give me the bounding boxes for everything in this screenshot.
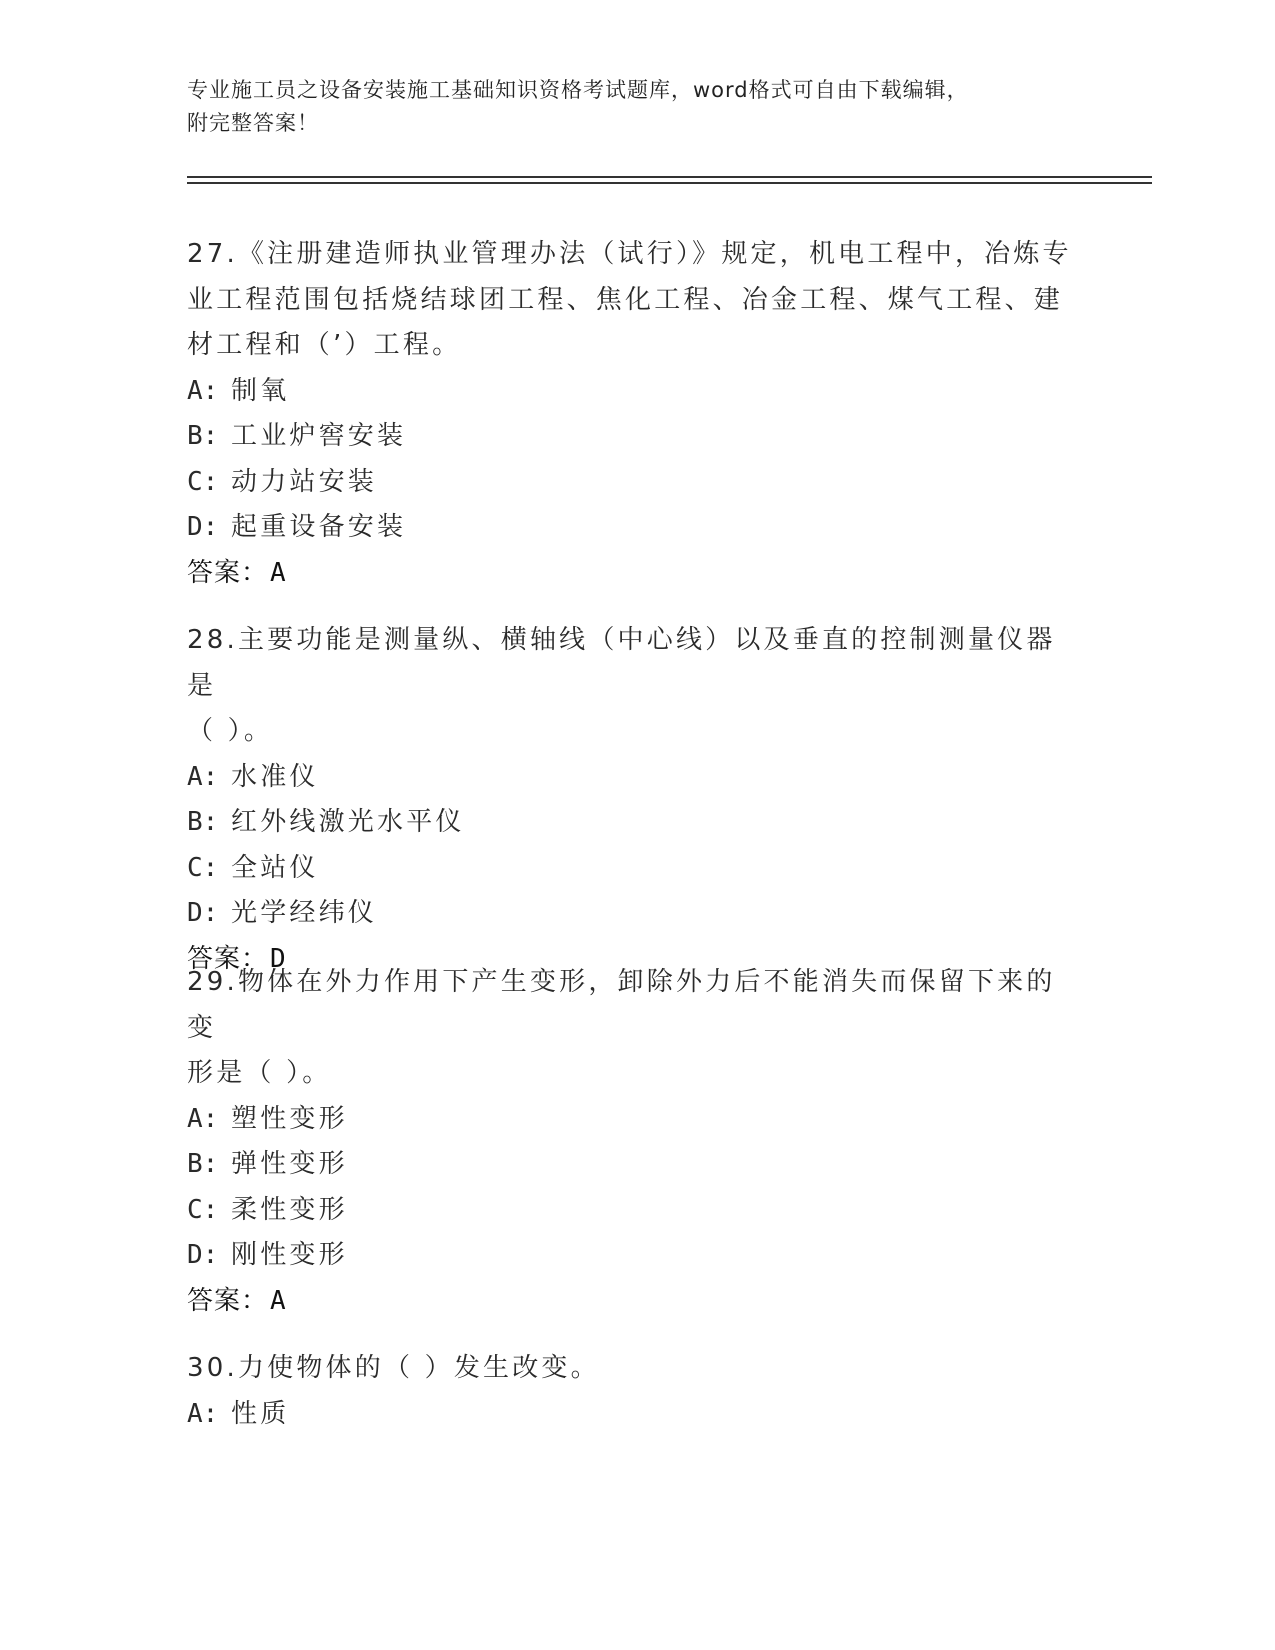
option-letter: B: [187, 421, 219, 451]
option-c [187, 846, 1077, 892]
option-text: 柔性变形 [231, 1194, 348, 1225]
answer-label: 答案： [187, 557, 269, 588]
option-a [187, 1097, 1077, 1143]
option-d [187, 505, 1077, 551]
option-a [187, 369, 1077, 415]
option-text: 红外线激光水平仪 [231, 807, 465, 837]
header-line-1: 专业施工员之设备安装施工基础知识资格考试题库，word格式可自由下载编辑， [187, 78, 969, 102]
question-30 [187, 1346, 1077, 1437]
answer-line [187, 1279, 1077, 1325]
answer-line [187, 551, 1077, 597]
option-b [187, 414, 1077, 460]
option-letter: A: [187, 761, 219, 792]
option-letter: A: [187, 1398, 219, 1429]
question-stem-line: 27.《注册建造师执业管理办法（试行）》规定，机电工程中，冶炼专 [187, 239, 1072, 269]
option-text: 性质 [231, 1398, 290, 1429]
option-letter: A: [187, 1103, 219, 1134]
option-c [187, 460, 1077, 506]
option-letter: C: [187, 852, 219, 883]
option-d [187, 891, 1077, 937]
option-letter: D: [187, 1240, 219, 1270]
question-number: 30. [187, 1353, 238, 1383]
answer-label: 答案： [187, 1285, 269, 1316]
question-28 [187, 618, 1077, 982]
header-rule-bottom [187, 182, 1152, 184]
option-text: 全站仪 [231, 852, 319, 883]
option-text: 弹性变形 [231, 1149, 348, 1179]
option-b [187, 1142, 1077, 1188]
question-stem-line: 30.力使物体的（ ）发生改变。 [187, 1353, 600, 1383]
answer-value: D [270, 943, 287, 974]
header-line-2: 附完整答案！ [187, 111, 319, 135]
question-stem-line: （ ）。 [187, 716, 274, 746]
option-letter: C: [187, 1194, 219, 1225]
option-d [187, 1233, 1077, 1279]
option-c [187, 1188, 1077, 1234]
question-number: 29. [187, 967, 238, 997]
answer-value: A [270, 557, 287, 588]
question-stem-line: 29.物体在外力作用下产生变形，卸除外力后不能消失而保留下来的变 [187, 967, 1056, 1043]
option-text: 光学经纬仪 [231, 898, 378, 928]
question-stem-line: 28.主要功能是测量纵、横轴线（中心线）以及垂直的控制测量仪器是 [187, 625, 1056, 701]
option-letter: B: [187, 1149, 219, 1179]
answer-value: A [270, 1285, 287, 1316]
option-letter: B: [187, 807, 219, 837]
document-header [187, 74, 1067, 140]
option-b [187, 800, 1077, 846]
option-a [187, 1392, 1077, 1438]
option-text: 水准仪 [231, 761, 319, 792]
question-27 [187, 232, 1077, 596]
answer-label: 答案： [187, 943, 269, 974]
option-text: 塑性变形 [231, 1103, 348, 1134]
option-text: 动力站安装 [231, 466, 378, 497]
question-stem-line: 业工程范围包括烧结球团工程、焦化工程、冶金工程、煤气工程、建 [187, 284, 1064, 315]
question-number: 27. [187, 239, 238, 269]
option-letter: D: [187, 512, 219, 542]
option-a [187, 755, 1077, 801]
option-text: 起重设备安装 [231, 512, 407, 542]
option-text: 工业炉窖安装 [231, 421, 407, 451]
question-29 [187, 960, 1077, 1324]
option-text: 刚性变形 [231, 1240, 348, 1270]
option-letter: D: [187, 898, 219, 928]
option-letter: C: [187, 466, 219, 497]
question-stem-line: 形是（ ）。 [187, 1058, 332, 1088]
option-letter: A: [187, 375, 219, 406]
option-text: 制氧 [231, 375, 290, 406]
header-rule-top [187, 176, 1152, 178]
question-stem-line: 材工程和（’）工程。 [187, 330, 462, 360]
question-number: 28. [187, 625, 238, 655]
